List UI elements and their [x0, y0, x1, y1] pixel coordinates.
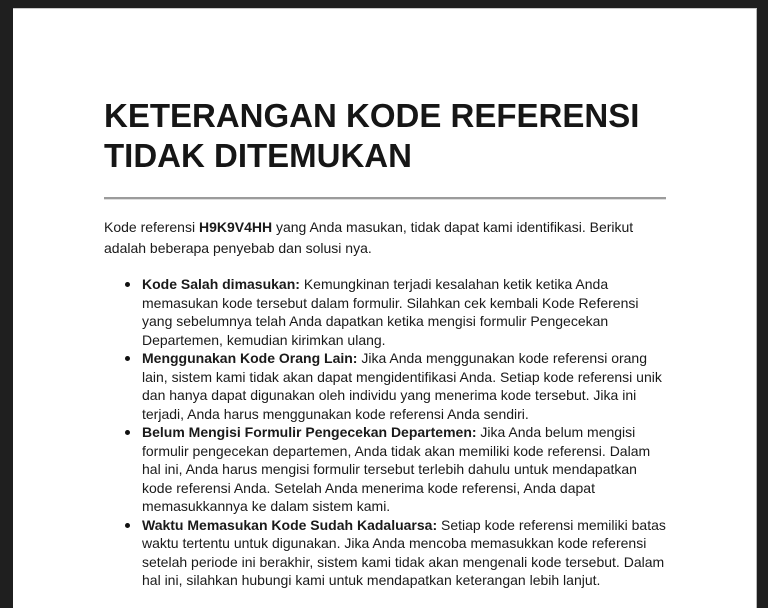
- list-item-text: Jika Anda belum mengisi formulir pengecekan departemen, Anda tidak akan memiliki kode referensi. Dalam hal ini, Anda harus mengisi formulir tersebut terlebih dahulu untuk mendapatkan kode referensi Anda. Setelah Anda menerima kode referensi, Anda dapat memasukkannya ke dalam sistem kami.: [142, 424, 651, 514]
- list-item-form-not-filled: [142, 423, 666, 516]
- list-item-text: Kemungkinan terjadi kesalahan ketik ketika Anda memasukan kode tersebut dalam formulir. Silahkan cek kembali Kode Referensi yang sebelumnya telah Anda dapatkan ketika mengisi formulir Pengecekan Departemen, kemudian kirimkan ulang.: [142, 276, 639, 348]
- list-item-label: Waktu Memasukan Kode Sudah Kadaluarsa:: [142, 516, 438, 533]
- list-item-text: Setiap kode referensi memiliki batas waktu tertentu untuk digunakan. Jika Anda mencoba memasukkan kode referensi setelah periode ini berakhir, sistem kami tidak akan mengenali kode tersebut. Dalam hal ini, silahkan hubungi kami untuk mendapatkan keterangan lebih lanjut.: [142, 516, 666, 588]
- causes-list: [104, 275, 666, 590]
- list-item-other-person-code: [142, 349, 666, 423]
- list-item-label: Menggunakan Kode Orang Lain:: [142, 350, 358, 366]
- document-page: [13, 8, 757, 608]
- title-divider: [104, 197, 666, 199]
- document-title: KETERANGAN KODE REFERENSI TIDAK DITEMUKAN: [104, 97, 640, 174]
- list-item-label: Belum Mengisi Formulir Pengecekan Departemen:: [142, 424, 477, 440]
- list-item-wrong-code: [142, 275, 666, 349]
- intro-text-prefix: Kode referensi: [104, 219, 199, 235]
- list-item-text: Jika Anda menggunakan kode referensi orang lain, sistem kami tidak akan dapat mengidentifikasi Anda. Setiap kode referensi unik dan hanya dapat digunakan oleh individu yang menerima kode tersebut. Jika ini terjadi, Anda harus menggunakan kode referensi Anda sendiri.: [142, 350, 662, 422]
- document-content: [13, 9, 756, 590]
- list-item-code-expired: [142, 516, 666, 590]
- list-item-label: Kode Salah dimasukan:: [142, 276, 300, 292]
- reference-code: H9K9V4HH: [198, 219, 273, 235]
- intro-paragraph: [104, 217, 666, 259]
- intro-text-suffix: yang Anda masukan, tidak dapat kami identifikasi. Berikut adalah beberapa penyebab dan solusi nya.: [104, 219, 634, 256]
